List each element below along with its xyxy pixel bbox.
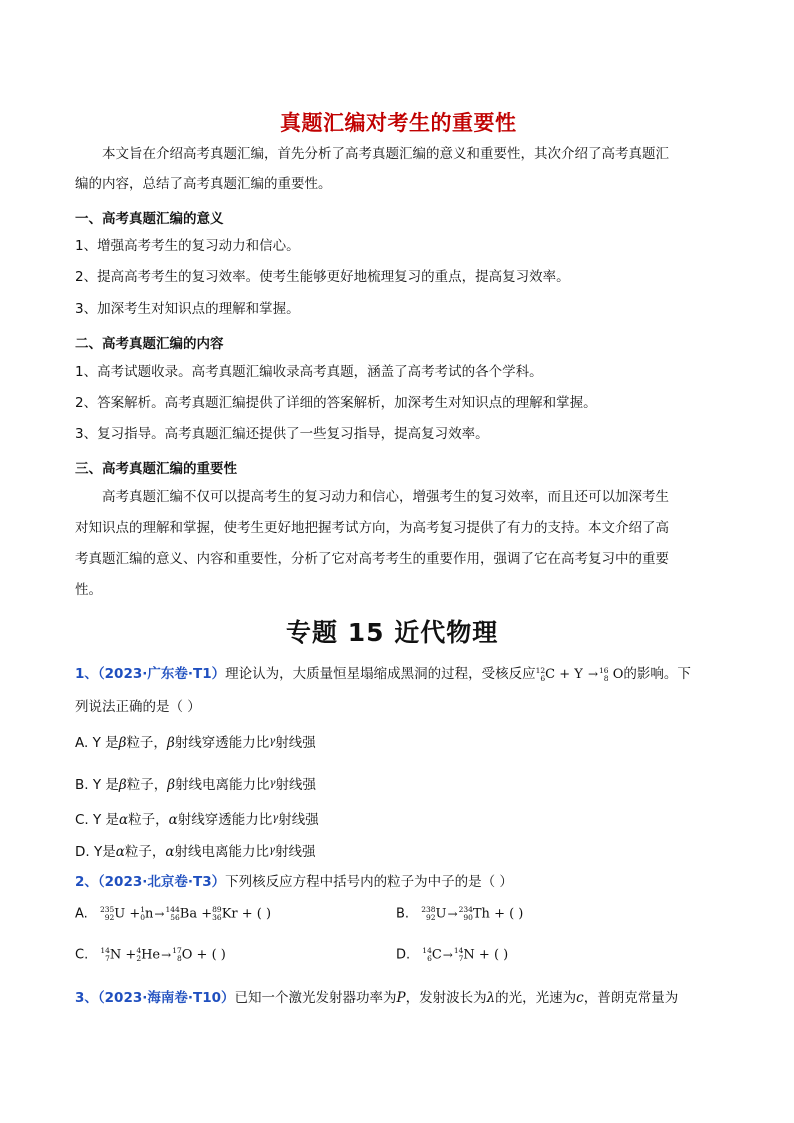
option-text: 射线强 <box>274 844 316 860</box>
section2-item-3: 3、复习指导。高考真题汇编还提供了一些复习指导，提高复习效率。 <box>75 426 489 442</box>
section1-item-1: 1、增强高考考生的复习动力和信心。 <box>75 238 300 254</box>
question-1-text-after: 的影响。下 <box>623 666 691 682</box>
particle-symbol: α <box>119 812 129 828</box>
option-text: 射线电离能力比 <box>175 777 270 793</box>
question-1-line2: 列说法正确的是（ ） <box>75 699 201 715</box>
question-2-line1 <box>75 874 513 890</box>
question-2-option-a: A. 235 92 U + 1 0 n→ 144 56 Ba + 89 36 Kr + ( ) <box>75 905 272 922</box>
question-2-option-d: D. 14 6 C→ 14 7 N + ( ) <box>396 946 509 963</box>
particle-symbol: β <box>167 777 176 793</box>
particle-symbol: α <box>168 812 178 828</box>
answer-blank: ( ) <box>509 906 524 922</box>
section2-item-2: 2、答案解析。高考真题汇编提供了详细的答案解析，加深考生对知识点的理解和掌握。 <box>75 395 597 411</box>
question-3-text: 的光，光速为 <box>495 990 577 1006</box>
particle-symbol: β <box>118 735 127 751</box>
option-text: 射线穿透能力比 <box>177 812 273 828</box>
option-label: D. Y是 <box>75 844 116 860</box>
question-1-line1 <box>75 666 691 683</box>
option-text: 粒子， <box>126 735 167 751</box>
option-text: 射线强 <box>278 812 319 828</box>
question-3-text: ，发射波长为 <box>405 990 487 1006</box>
particle-symbol: β <box>166 735 175 751</box>
particle-symbol: α <box>165 844 175 860</box>
answer-blank: ( ) <box>211 947 226 963</box>
question-2-number: 2、 <box>75 874 98 890</box>
particle-symbol: γ <box>272 813 279 824</box>
option-text: 射线电离能力比 <box>174 844 269 860</box>
question-2-source: （2023·北京卷·T3） <box>97 874 226 890</box>
particle-symbol: γ <box>268 845 275 856</box>
question-1-option-d <box>75 843 315 860</box>
question-3-text: 已知一个激光发射器功率为 <box>234 990 397 1006</box>
section3-line2: 对知识点的理解和掌握，使考生更好地把握考试方向，为高考复习提供了有力的支持。本文介绍了高 <box>75 520 669 536</box>
symbol-wavelength: λ <box>486 990 496 1006</box>
particle-symbol: γ <box>269 736 276 747</box>
particle-symbol: β <box>118 777 127 793</box>
intro-paragraph-line1: 本文旨在介绍高考真题汇编，首先分析了高考真题汇编的意义和重要性，其次介绍了高考真题汇 <box>102 146 669 162</box>
question-3-text: ，普朗克常量为 <box>583 990 679 1006</box>
option-label: D. <box>396 947 411 963</box>
section3-line3: 考真题汇编的意义、内容和重要性，分析了它对高考考生的重要作用，强调了它在高考复习中的重要 <box>75 551 669 567</box>
question-1-text: 理论认为，大质量恒星塌缩成黑洞的过程，受核反应 <box>225 666 536 682</box>
question-1-number: 1、 <box>75 666 98 682</box>
question-3-line1 <box>75 990 678 1006</box>
section3-line4: 性。 <box>75 582 102 598</box>
symbol-light-speed: c <box>576 990 584 1006</box>
question-3-source: （2023·海南卷·T10） <box>97 990 235 1006</box>
option-text: 射线穿透能力比 <box>174 735 270 751</box>
section1-item-2: 2、提高高考考生的复习效率。使考生能够更好地梳理复习的重点，提高复习效率。 <box>75 269 570 285</box>
section3-heading: 三、高考真题汇编的重要性 <box>75 461 237 477</box>
question-2-option-b: B. 238 92 U→ 234 90 Th + ( ) <box>396 905 524 922</box>
answer-blank: ( ) <box>493 947 509 963</box>
question-1-option-b <box>75 776 316 793</box>
particle-symbol: γ <box>269 778 276 789</box>
question-3-number: 3、 <box>75 990 98 1006</box>
option-label: A. <box>75 906 88 922</box>
question-2-option-c: C. 14 7 N + 4 2 He→ 17 8 O + ( ) <box>75 946 226 963</box>
question-1-reaction: 12 6 C + Y → 16 8 O <box>535 665 624 683</box>
symbol-power: P <box>396 990 406 1006</box>
option-label: B. Y 是 <box>75 777 119 793</box>
section3-line1: 高考真题汇编不仅可以提高考生的复习动力和信心，增强考生的复习效率，而且还可以加深考生 <box>102 489 669 505</box>
option-text: 射线强 <box>275 735 316 751</box>
option-label: B. <box>396 906 410 922</box>
option-text: 粒子， <box>126 777 168 793</box>
option-label: C. Y 是 <box>75 812 120 828</box>
intro-paragraph-line2: 编的内容，总结了高考真题汇编的重要性。 <box>75 176 332 192</box>
section2-item-1: 1、高考试题收录。高考真题汇编收录高考真题，涵盖了高考考试的各个学科。 <box>75 364 543 380</box>
option-label: A. Y 是 <box>75 735 119 751</box>
question-1-option-c <box>75 811 319 828</box>
question-1-option-a <box>75 734 316 751</box>
answer-blank: ( ) <box>256 906 272 922</box>
option-text: 射线强 <box>275 777 316 793</box>
particle-symbol: α <box>115 844 125 860</box>
section1-heading: 一、高考真题汇编的意义 <box>75 211 224 227</box>
question-1-source: （2023·广东卷·T1） <box>97 666 226 682</box>
question-2-text: 下列核反应方程中括号内的粒子为中子的是（ ） <box>225 874 513 890</box>
section1-item-3: 3、加深考生对知识点的理解和掌握。 <box>75 301 300 317</box>
section2-heading: 二、高考真题汇编的内容 <box>75 336 224 352</box>
topic-title: 专题 15 近代物理 <box>286 618 499 647</box>
option-text: 粒子， <box>124 844 166 860</box>
intro-title: 真题汇编对考生的重要性 <box>280 111 517 135</box>
option-label: C. <box>75 947 89 963</box>
option-text: 粒子， <box>128 812 169 828</box>
